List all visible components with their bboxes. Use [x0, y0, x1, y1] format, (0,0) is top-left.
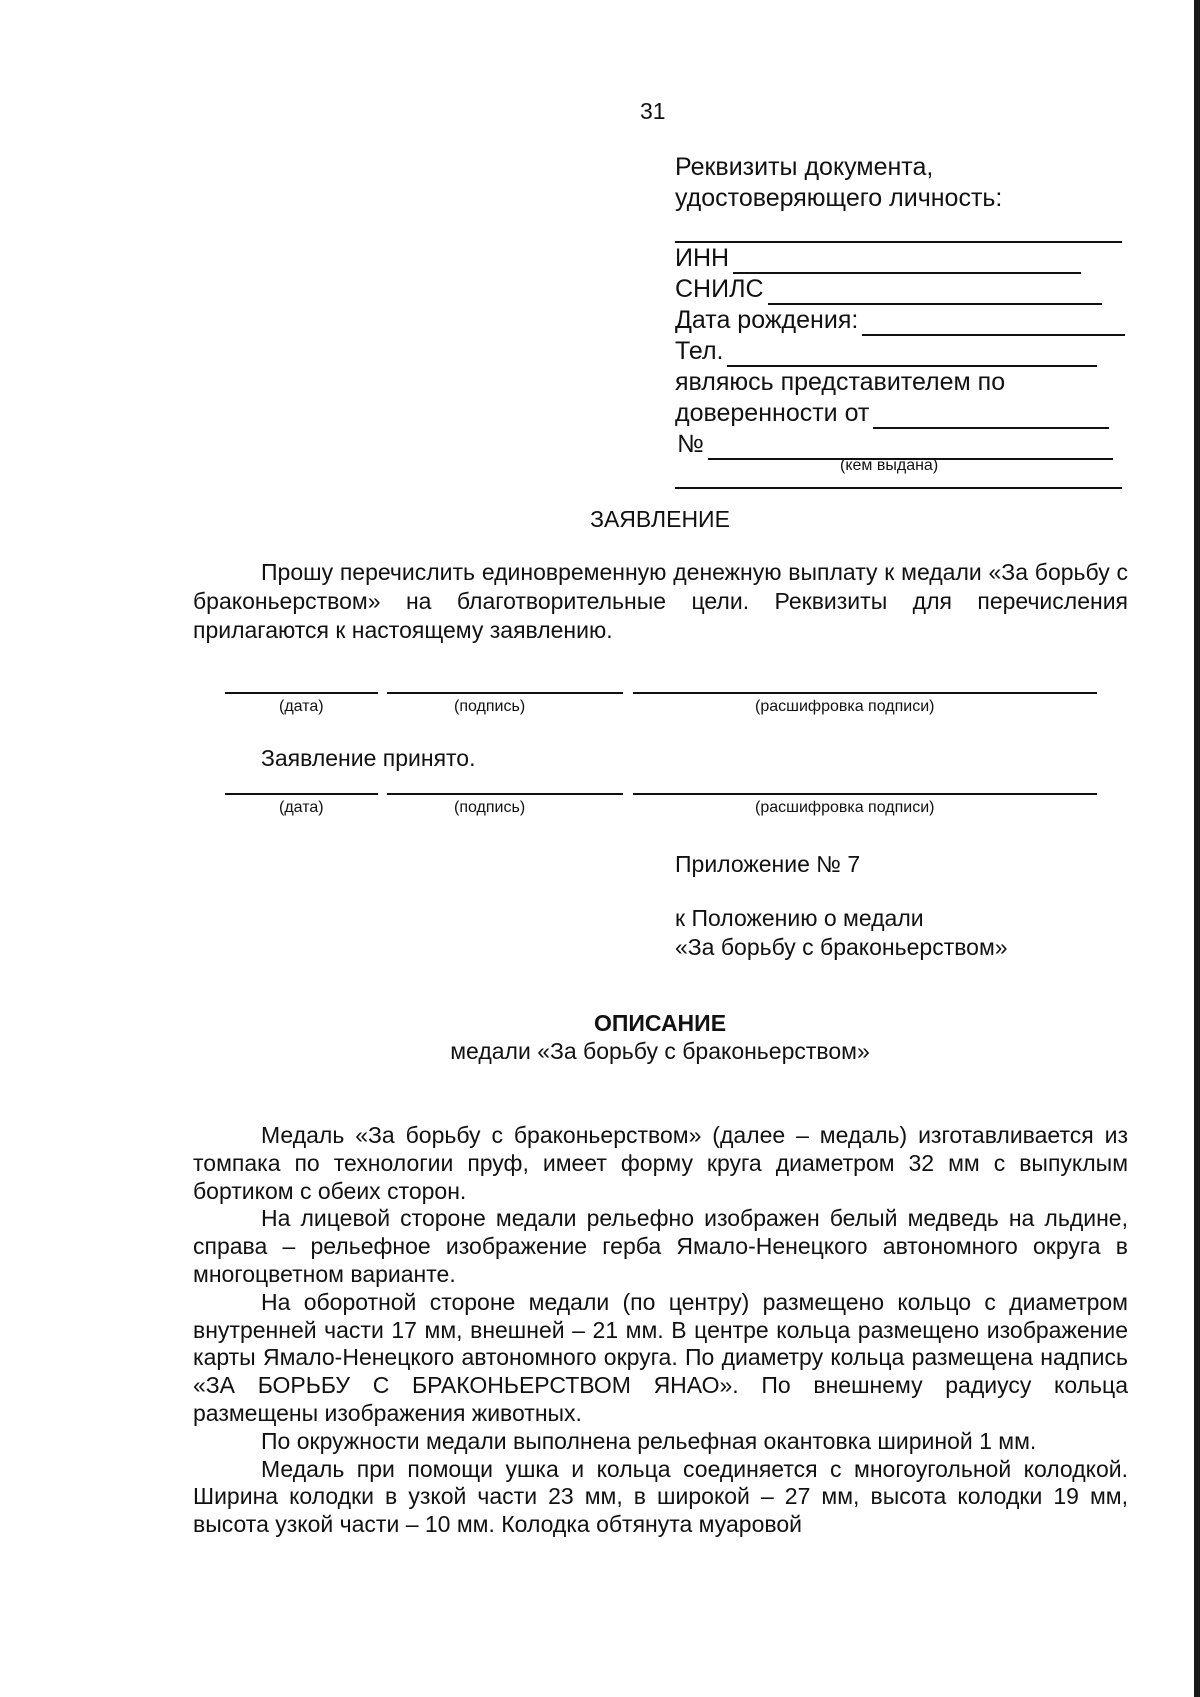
birth-blank [862, 312, 1125, 336]
inn-row [675, 243, 1125, 274]
requisites-block [675, 152, 1125, 489]
signature-decode-caption: (расшифровка подписи) [755, 799, 935, 816]
document-blank-line [675, 214, 1122, 243]
description-paragraph: На оборотной стороне медали (по центру) размещено кольцо с диаметром внутренней части 17 мм, внешней – 21 мм. В центре кольца размещено изображение карты Ямало-Ненецкого автономного округа. По диаметру кольца размещена надпись «ЗА БОРЬБУ С БРАКОНЬЕРСТВОМ ЯНАО». По внешнему радиусу кольца размещены изображения животных. [193, 1288, 1128, 1426]
birth-label: Дата рождения: [675, 306, 859, 334]
snils-blank [768, 281, 1102, 305]
signature-blank [387, 682, 623, 694]
inn-label: ИНН [675, 244, 730, 272]
proxy-number-label: № [677, 430, 704, 458]
requisites-title-line2: удостоверяющего личность: [675, 184, 1003, 212]
signature-decode-blank [633, 783, 1097, 795]
appendix-title: Приложение № 7 [675, 851, 861, 877]
issued-by-caption: (кем выдана) [840, 457, 939, 474]
signature-decode-caption: (расшифровка подписи) [755, 698, 935, 715]
representative-line1: являюсь представителем по [675, 368, 1006, 396]
receiver-signature-row [225, 783, 1095, 833]
signature-decode-blank [633, 682, 1097, 694]
appendix-reference-line2: «За борьбу с браконьерством» [675, 934, 1008, 960]
birth-row [675, 305, 1125, 336]
phone-row [675, 336, 1125, 367]
description-heading: ОПИСАНИЕ [593, 1010, 727, 1036]
description-paragraph: Медаль при помощи ушка и кольца соединяется с многоугольной колодкой. Ширина колодки в узкой части 23 мм, в широкой – 27 мм, высота колодки 19 мм, высота узкой части – 10 мм. Колодка обтянута муаровой [193, 1455, 1128, 1538]
requisites-title-line1: Реквизиты документа, [675, 153, 934, 181]
statement-text: Прошу перечислить единовременную денежную выплату к медали «За борьбу с браконьерством» на благотворительные цели. Реквизиты для перечисления прилагаются к настоящему заявлению. [193, 559, 1128, 643]
description-paragraph: По окружности медали выполнена рельефная окантовка шириной 1 мм. [261, 1427, 1037, 1454]
appendix-reference [675, 904, 1008, 962]
proxy-date-label: доверенности от [675, 399, 870, 427]
page-number: 31 [640, 98, 666, 124]
statement-heading: ЗАЯВЛЕНИЕ [590, 506, 730, 532]
applicant-signature-row [225, 682, 1095, 732]
date-blank [225, 682, 378, 694]
description-body [193, 1122, 1128, 1539]
proxy-date-blank [873, 405, 1109, 429]
appendix-reference-line1: к Положению о медали [675, 905, 924, 931]
phone-label: Тел. [675, 337, 724, 365]
snils-label: СНИЛС [675, 275, 764, 303]
inn-blank [733, 250, 1081, 274]
description-subheading: медали «За борьбу с браконьерством» [450, 1038, 870, 1064]
proxy-number-row [675, 429, 1125, 460]
date-caption: (дата) [279, 799, 324, 816]
date-blank [225, 783, 378, 795]
signature-caption: (подпись) [454, 698, 526, 715]
description-paragraph: На лицевой стороне медали рельефно изображен белый медведь на льдине, справа – рельефное изображение герба Ямало-Ненецкого автономного округа в многоцветном варианте. [193, 1205, 1128, 1287]
snils-row [675, 274, 1125, 305]
proxy-date-row [675, 398, 1125, 429]
page-edge [1194, 0, 1200, 1697]
statement-accepted: Заявление принято. [261, 745, 476, 771]
phone-blank [727, 343, 1097, 367]
date-caption: (дата) [279, 698, 324, 715]
description-paragraph: Медаль «За борьбу с браконьерством» (далее – медаль) изготавливается из томпака по технологии пруф, имеет форму круга диаметром 32 мм с выпуклым бортиком с обеих сторон. [193, 1122, 1128, 1204]
signature-blank [387, 783, 623, 795]
signature-caption: (подпись) [454, 799, 526, 816]
